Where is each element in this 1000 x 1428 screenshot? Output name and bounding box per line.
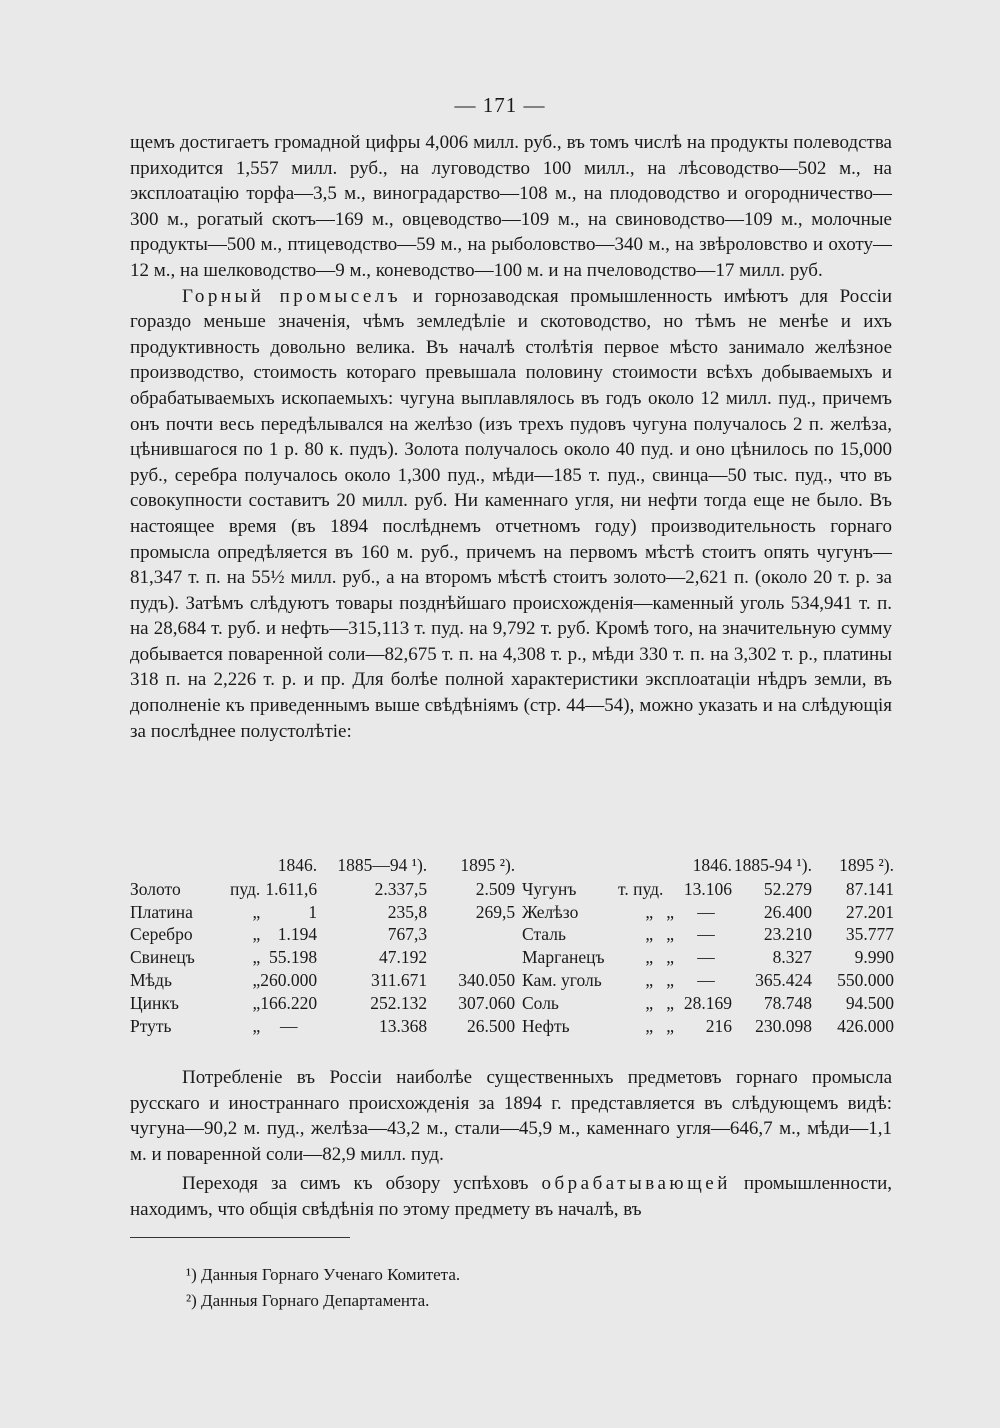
header-1846: 1846.	[692, 854, 732, 875]
table-row: Платина „ 1 235,8 269,5	[130, 901, 516, 922]
paragraph-consumption: Потребленіе въ Россіи наиболѣе существенныхъ предметовъ горнаго промысла русскаго и иностраннаго происхожденія за 1894 г. представляется въ слѣдующемъ видѣ: чугуна—90,2 м. пуд., желѣза—43,2 м., стали—45,9 м., каменнаго угля—646,7 м., мѣди—1,1 м. и поваренной соли—82,9 милл. пуд.	[130, 1067, 892, 1165]
table-row: Сталь „ „ — 23.210 35.777	[522, 924, 894, 945]
paragraph-agriculture: щемъ достигаетъ громадной цифры 4,006 милл. руб., въ томъ числѣ на продукты полеводства приходится 1,557 милл. руб., на луговодство 100 милл., на лѣсоводство—502 м., на эксплоатацію торфа—3,5 м., виноградарство—108 м., на плодоводство и огородничество—300 м., рогатый скотъ—169 м., овцеводство—109 м., на свиноводство—109 м., молочные продукты—500 м., птицеводство—59 м., на рыболовство—340 м., на звѣроловство и охоту—12 м., на шелководство—9 м., коневодство—100 м. и на пчеловодство—17 милл. руб.	[130, 132, 892, 281]
emphasized-term: Горный промыселъ	[182, 285, 402, 307]
table-row: Мѣдь „ 260.000 311.671 340.050	[130, 970, 516, 991]
table-header-row	[522, 852, 894, 878]
table-row: Золото пуд. 1.611,6 2.337,5 2.509	[130, 878, 516, 899]
emphasized-term: обрабатывающей	[541, 1173, 731, 1195]
table-row: Цинкъ „ 166.220 252.132 307.060	[130, 992, 516, 1013]
table-row: Соль „ „ 28.169 78.748 94.500	[522, 992, 894, 1013]
table-row: Ртуть „ — 13.368 26.500	[130, 1015, 516, 1036]
header-1885-94: 1885-94 ¹).	[733, 854, 812, 875]
paragraph-mining	[130, 284, 892, 745]
footnotes	[186, 1262, 460, 1314]
table-row: Нефть „ „ 216 230.098 426.000	[522, 1015, 894, 1036]
table-row: Чугунъ т. пуд. 13.106 52.279 87.141	[522, 878, 894, 899]
header-1885-94: 1885—94 ¹).	[337, 854, 428, 875]
table-row: Свинецъ „ 55.198 47.192	[130, 947, 428, 968]
table-row: Кам. уголь „ „ — 365.424 550.000	[522, 970, 894, 991]
page-number: — 171 —	[454, 93, 546, 117]
table-left	[130, 852, 515, 1038]
paragraph-mining-text: и горнозаводская промышленность имѣютъ для Россіи гораздо меньше значенія, чѣмъ земледѣліе и скотоводство, но тѣмъ не менѣе и ихъ продуктивность довольно велика. Въ началѣ столѣтія первое мѣсто занимало желѣзное производство, стоимость котораго превышала половину стоимости всѣхъ добываемыхъ и обрабатываемыхъ ископаемыхъ: чугуна выплавлялось въ годъ около 12 милл. пуд., причемъ онъ почти весь передѣлывался на желѣзо (изъ трехъ пудовъ чугуна получалось 2 п. желѣза, цѣнившагося по 1 р. 80 к. пудъ). Золота получалось около 40 пуд. и оно цѣнилось по 15,000 руб., серебра получалось около 1,300 пуд., мѣди—185 т. пуд., свинца—50 тыс. пуд., что въ совокупности составитъ 20 милл. руб. Ни каменнаго угля, ни нефти тогда еще не было. Въ настоящее время (въ 1894 послѣднемъ отчетномъ году) производительность горнаго промысла опредѣляется въ 160 м. руб., причемъ на первомъ мѣстѣ стоитъ опять чугунъ—81,347 т. п. на 55½ милл. руб., а на второмъ мѣстѣ стоитъ золото—2,621 п. (около 20 т. р. за пудъ). Затѣмъ слѣдуютъ товары позднѣйшаго происхожденія—каменный уголь 534,941 т. п. на 28,684 т. руб. и нефть—315,113 т. пуд. на 9,792 т. руб. Кромѣ того, на значительную сумму добывается поваренной соли—82,675 т. п. на 4,308 т. р., мѣди 330 т. п. на 3,302 т. р., платины 318 п. на 2,226 т. р. и пр. Для болѣе полной характеристики эксплоатаціи нѣдръ земли, въ дополненіе къ приведеннымъ выше свѣдѣніямъ (стр. 44—54), можно указать и на слѣдующія за послѣднее полустолѣтіе:	[130, 285, 893, 742]
paragraph-manufacturing: Переходя за симъ къ обзору успѣховъ обрабатывающей промышленности, находимъ, что общія свѣдѣнія по этому предмету въ началѣ, въ	[130, 1173, 893, 1220]
header-1895: 1895 ²).	[839, 854, 894, 875]
table-header-row	[130, 852, 515, 878]
header-1895: 1895 ²).	[460, 854, 516, 875]
header-1846: 1846.	[277, 854, 318, 875]
footnote-2: ²) Данныя Горнаго Департамента.	[186, 1291, 430, 1310]
table-right	[522, 852, 894, 1038]
footnote-1: ¹) Данныя Горнаго Ученаго Комитета.	[186, 1265, 461, 1284]
footnote-divider	[130, 1237, 350, 1238]
table-row: Марганецъ „ „ — 8.327 9.990	[522, 947, 894, 968]
main-text	[130, 130, 892, 744]
closing-text	[130, 1065, 892, 1227]
table-row: Желѣзо „ „ — 26.400 27.201	[522, 901, 894, 922]
table-row: Серебро „ 1.194 767,3	[130, 924, 428, 945]
